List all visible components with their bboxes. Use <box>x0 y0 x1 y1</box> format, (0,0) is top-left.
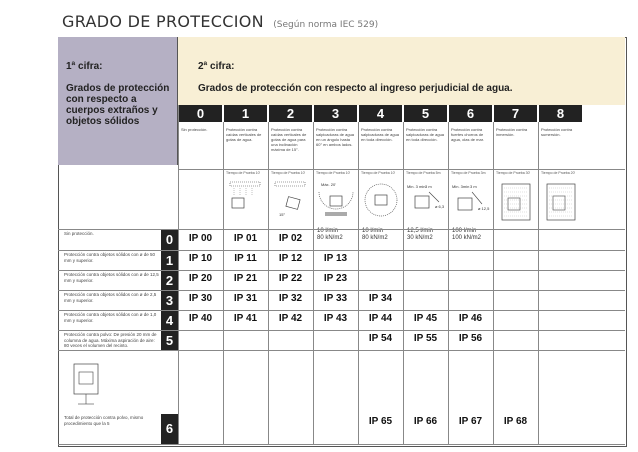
row-description: Protección contra objetos sólidos con ø de 50 mm y superior. <box>64 252 156 263</box>
row-number-0: 0 <box>161 230 178 250</box>
row-number-2: 2 <box>161 271 178 290</box>
column-description: Protección contra caídas verticales de gotas de agua para una inclinación máxima de 15°. <box>271 127 307 152</box>
vertical-drops-icon <box>226 178 266 226</box>
ip-code: IP 41 <box>233 313 258 324</box>
row-divider <box>58 290 625 291</box>
flow-line: 100 l/min <box>452 228 477 234</box>
ip-code: IP 56 <box>458 333 483 344</box>
flow-line: 12,5 l/min <box>407 228 434 234</box>
ip-code: IP 12 <box>278 253 303 264</box>
test-time-label: Tiempo de Prueba 20' <box>541 171 576 175</box>
column-description: Protección contra salpicaduras de agua en un ángulo hasta 60° en ambos lados. <box>316 127 355 147</box>
tilted-drops-icon <box>271 178 311 226</box>
ip-code: IP 01 <box>233 233 258 244</box>
row-divider <box>58 250 625 251</box>
ip-code: IP 68 <box>503 416 528 427</box>
ip-code: IP 21 <box>233 273 258 284</box>
illustration-label: 15° <box>279 212 286 217</box>
illustration-label: 3 m <box>470 184 477 189</box>
ip-code: IP 13 <box>323 253 348 264</box>
page-title: GRADO DE PROTECCION (Según norma IEC 529) <box>62 12 379 31</box>
row-divider <box>58 330 625 331</box>
column-description: Protección contra salpicaduras de agua en toda dirección. <box>406 127 445 142</box>
second-digit-heading: 2ª cifra: <box>198 61 235 72</box>
ip-code: IP 42 <box>278 313 303 324</box>
column-number-7: 7 <box>494 105 537 122</box>
test-time-label: Tiempo de Prueba 10' <box>361 171 396 175</box>
ip-code: IP 23 <box>323 273 348 284</box>
flow-line: 80 kN/m2 <box>317 235 343 241</box>
ip-code: IP 45 <box>413 313 438 324</box>
immersion-icon <box>496 178 536 226</box>
illustration-label: 3 m <box>425 184 432 189</box>
row-description: Protección contra polvo: De presión 20 mm de columna de agua. Máxima aspiración de aire: 80 veces el volumen del recinto. <box>64 332 157 348</box>
dust-test-icon <box>66 358 106 408</box>
column-number-5: 5 <box>404 105 447 122</box>
flow-readout <box>362 228 407 242</box>
ip-code: IP 20 <box>188 273 213 284</box>
row-divider <box>58 270 625 271</box>
flow-line: 80 kN/m2 <box>362 235 388 241</box>
test-time-label: Tiempo de Prueba 3m <box>451 171 486 175</box>
row-divider <box>58 310 625 311</box>
ip-code: IP 66 <box>413 416 438 427</box>
sphere-spray-icon <box>361 178 401 226</box>
row-divider <box>58 229 625 230</box>
flow-line: 10 l/min <box>362 228 384 234</box>
test-time-label: Tiempo de Prueba 30' <box>496 171 531 175</box>
ip-code: IP 67 <box>458 416 483 427</box>
flow-line: 30 kN/m2 <box>407 235 433 241</box>
flow-line: 100 kN/m2 <box>452 235 482 241</box>
row-description: Sin protección. <box>64 231 94 236</box>
flow-line: 10 l/min <box>317 228 339 234</box>
page-subtitle: (Según norma IEC 529) <box>273 20 379 30</box>
ip-code: IP 65 <box>368 416 393 427</box>
column-number-2: 2 <box>269 105 312 122</box>
test-time-label: Tiempo de Prueba 10' <box>316 171 351 175</box>
ip-code: IP 31 <box>233 293 258 304</box>
second-digit-panel <box>178 37 625 105</box>
column-number-6: 6 <box>449 105 492 122</box>
first-digit-heading: 1ª cifra: <box>66 61 103 72</box>
illustration-label: ø 6,3 <box>435 204 445 209</box>
flow-readout <box>452 228 497 242</box>
ip-code: IP 32 <box>278 293 303 304</box>
ip-code: IP 30 <box>188 293 213 304</box>
row-number-1: 1 <box>161 251 178 270</box>
test-time-label: Tiempo de Prueba 5m <box>406 171 441 175</box>
illustration-label: Máx. 20' <box>321 182 336 187</box>
row-description: Protección contra objetos sólidos con ø de 1,0 mm y superior. <box>64 312 157 323</box>
ip-code: IP 54 <box>368 333 393 344</box>
ip-code: IP 00 <box>188 233 213 244</box>
ip-code: IP 44 <box>368 313 393 324</box>
column-number-1: 1 <box>224 105 267 122</box>
column-description: Protección contra salpicaduras de agua en toda dirección. <box>361 127 400 142</box>
test-time-label: Tiempo de Prueba 10' <box>271 171 306 175</box>
ip-code: IP 22 <box>278 273 303 284</box>
first-digit-description: Grados de protección con respecto a cuerpos extraños y objetos sólidos <box>66 83 170 127</box>
column-description: Protección contra fuertes chorros de agua, olas de mar. <box>451 127 484 142</box>
ip-code: IP 10 <box>188 253 213 264</box>
nozzle-125-icon <box>450 178 492 226</box>
row-divider <box>58 350 625 351</box>
column-description: Sin protección. <box>181 127 208 132</box>
ip-code: IP 33 <box>323 293 348 304</box>
column-number-3: 3 <box>314 105 357 122</box>
test-time-label: Tiempo de Prueba 10' <box>226 171 261 175</box>
nozzle-63-icon <box>405 178 447 226</box>
column-number-8: 8 <box>539 105 582 122</box>
flow-readout <box>317 228 362 242</box>
ip-code: IP 43 <box>323 313 348 324</box>
row-number-6: 6 <box>161 414 178 444</box>
ip-code: IP 34 <box>368 293 393 304</box>
row-number-3: 3 <box>161 291 178 310</box>
illustration-label: Min. 3 min <box>407 184 426 189</box>
second-digit-description: Grados de protección con respecto al ingreso perjudicial de agua. <box>198 83 513 94</box>
first-digit-panel <box>58 37 178 165</box>
illustration-label: Min. 3min <box>452 184 470 189</box>
spray-arc-icon <box>315 178 357 226</box>
column-number-0: 0 <box>179 105 222 122</box>
submersion-icon <box>541 178 581 226</box>
ip-code: IP 46 <box>458 313 483 324</box>
column-description: Protección contra inmersión. <box>496 127 528 137</box>
row-divider <box>58 444 625 445</box>
ip-code: IP 02 <box>278 233 303 244</box>
row-description: Total de protección contra polvo, mismo procedimiento que la 5 <box>64 415 144 426</box>
ip-code: IP 11 <box>234 253 257 264</box>
row-number-4: 4 <box>161 311 178 330</box>
column-description: Protección contra sumersión. <box>541 127 573 137</box>
row-number-5: 5 <box>161 331 178 350</box>
column-description: Protección contra caídas verticales de gotas de agua. <box>226 127 262 142</box>
ip-code: IP 40 <box>188 313 213 324</box>
ip-code: IP 55 <box>413 333 438 344</box>
illustration-label: ø 12,5 <box>478 206 490 211</box>
row-divider <box>178 169 625 170</box>
row-description: Protección contra objetos sólidos con ø de 12,5 mm y superior. <box>64 272 159 283</box>
row-description: Protección contra objetos sólidos con ø de 2,5 mm y superior. <box>64 292 157 303</box>
flow-readout <box>407 228 452 242</box>
column-number-4: 4 <box>359 105 402 122</box>
